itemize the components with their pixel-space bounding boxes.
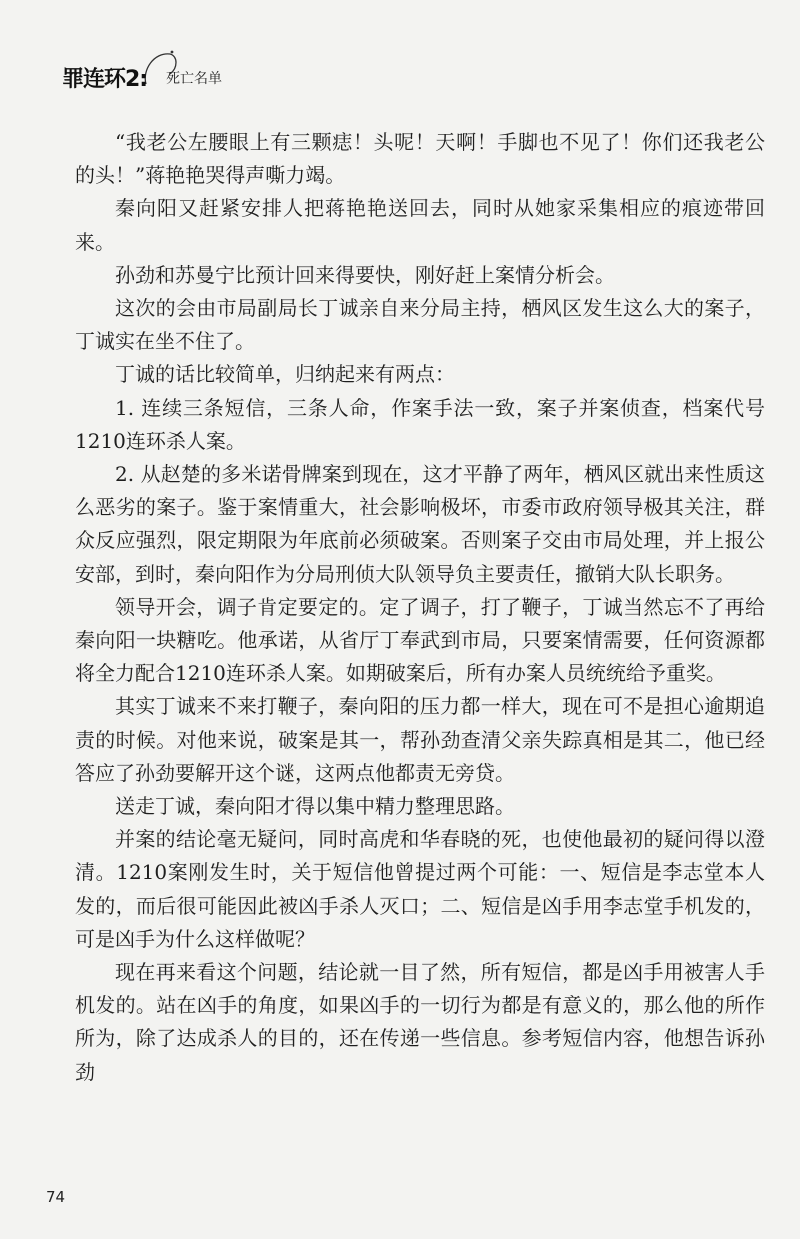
- body-text: [75, 126, 765, 1089]
- paragraph: 并案的结论毫无疑问，同时高虎和华春晓的死，也使他最初的疑问得以澄清。1210案刚发生时，关于短信他曾提过两个可能：一、短信是李志堂本人发的，而后很可能因此被凶手杀人灭口；二、短信是凶手用李志堂手机发的，可是凶手为什么这样做呢？: [75, 827, 765, 951]
- paragraph: 送走丁诚，秦向阳才得以集中精力整理思路。: [115, 794, 515, 819]
- paragraph: 其实丁诚来不来打鞭子，秦向阳的压力都一样大，现在可不是担心逾期追责的时候。对他来说，破案是其一，帮孙劲查清父亲失踪真相是其二，他已经答应了孙劲要解开这个谜，这两点他都责无旁贷。: [75, 694, 765, 785]
- paragraph: 领导开会，调子肯定要定的。定了调子，打了鞭子，丁诚当然忘不了再给秦向阳一块糖吃。他承诺，从省厅丁奉武到市局，只要案情需要，任何资源都将全力配合1210连环杀人案。如期破案后，所有办案人员统统给予重奖。: [75, 594, 765, 686]
- paragraph: 丁诚的话比较简单，归纳起来有两点：: [115, 362, 455, 387]
- paragraph: 现在再来看这个问题，结论就一目了然，所有短信，都是凶手用被害人手机发的。站在凶手的角度，如果凶手的一切行为都是有意义的，那么他的所作所为，除了达成杀人的目的，还在传递一些信息。参考短信内容，他想告诉孙劲: [75, 960, 765, 1084]
- page-number: 74: [46, 1188, 66, 1206]
- paragraph: 1. 连续三条短信，三条人命，作案手法一致，案子并案侦查，档案代号1210连环杀人案。: [75, 395, 765, 453]
- paragraph: 这次的会由市局副局长丁诚亲自来分局主持，栖风区发生这么大的案子，丁诚实在坐不住了。: [75, 296, 765, 354]
- paragraph: 孙劲和苏曼宁比预计回来得要快，刚好赶上案情分析会。: [115, 262, 615, 287]
- running-header: [62, 48, 262, 92]
- book-subtitle: 死亡名单: [166, 71, 222, 87]
- paragraph: 秦向阳又赶紧安排人把蒋艳艳送回去，同时从她家采集相应的痕迹带回来。: [75, 196, 765, 254]
- paragraph: 2. 从赵楚的多米诺骨牌案到现在，这才平静了两年，栖风区就出来性质这么恶劣的案子。鉴于案情重大，社会影响极坏，市委市政府领导极其关注，群众反应强烈，限定期限为年底前必须破案。否则案子交由市局处理，并上报公安部，到时，秦向阳作为分局刑侦大队领导负主要责任，撤销大队长职务。: [75, 462, 765, 586]
- series-logo: 罪连环2:: [62, 67, 148, 92]
- paragraph: “我老公左腰眼上有三颗痣！头呢！天啊！手脚也不见了！你们还我老公的头！”蒋艳艳哭得声嘶力竭。: [75, 130, 765, 188]
